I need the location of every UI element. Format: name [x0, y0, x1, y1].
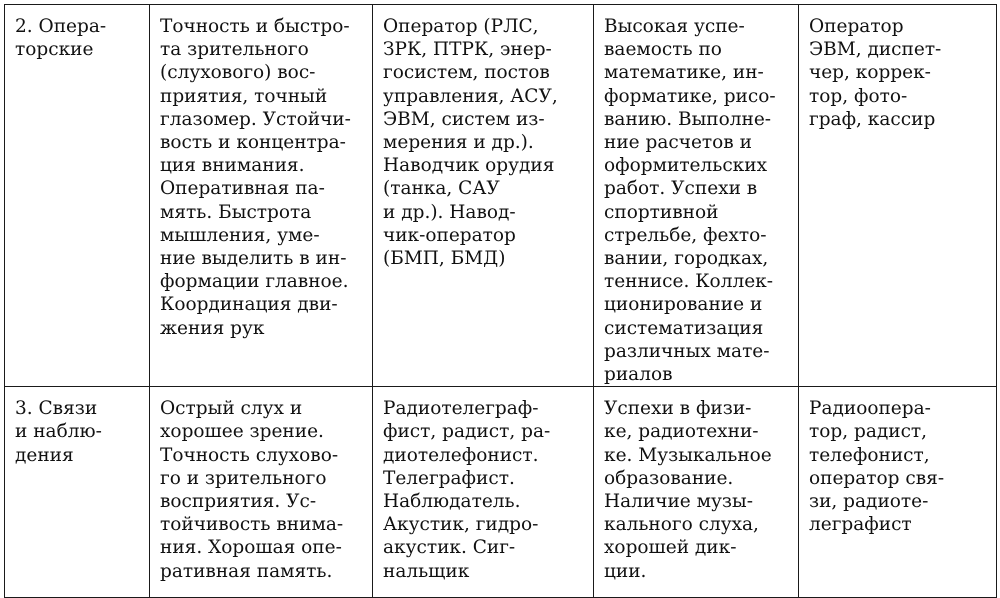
table-cell-civil-professions	[799, 5, 997, 387]
cell-text-line: мять. Быстрота	[160, 201, 312, 223]
cell-text-line: глазомер. Устойчи-	[160, 108, 351, 130]
cell-text-line: нальщик	[383, 560, 470, 582]
cell-text-line: Точность и быстро-	[160, 16, 350, 37]
cell-text-line: ке. Музыкальное	[604, 444, 772, 466]
cell-text-line: 2. Опера-	[15, 16, 107, 37]
cell-text-line: формации главное.	[160, 271, 349, 293]
cell-text-line: (БМП, БМД)	[383, 248, 506, 270]
cell-text-line: хорошее зрение.	[160, 421, 324, 443]
cell-text-line: приятия, точный	[160, 85, 328, 107]
cell-text-line: математике, ин-	[604, 62, 764, 84]
cell-text-line: чер, коррек-	[809, 62, 931, 84]
cell-text-line: Наблюдатель.	[383, 491, 521, 513]
cell-text-line: кального слуха,	[604, 514, 759, 536]
cell-text-line: Оперативная па-	[160, 178, 325, 200]
table-row	[5, 387, 997, 598]
cell-text-line: акустик. Сиг-	[383, 537, 516, 559]
table-cell-qualities	[150, 5, 373, 387]
cell-text-line: ваемость по	[604, 39, 722, 61]
cell-text-line: Радиотелеграф-	[383, 398, 539, 420]
cell-text-line: ЭВМ, систем из-	[383, 108, 545, 130]
cell-text-line: тор, радист,	[809, 421, 928, 443]
cell-text-line: жения рук	[160, 317, 265, 339]
table-cell-civil-professions	[799, 387, 997, 598]
cell-text-line: диотелефонист.	[383, 444, 539, 466]
table-row	[5, 5, 997, 387]
cell-text-line: ративная память.	[160, 560, 333, 582]
cell-text-line: леграфист	[809, 514, 912, 536]
cell-text-line: Наводчик орудия	[383, 155, 555, 177]
cell-text-line: восприятия. Ус-	[160, 491, 317, 513]
table-cell-specialties	[373, 5, 594, 387]
cell-text-line: вость и концентра-	[160, 132, 346, 154]
cell-text-line: ния. Хорошая опе-	[160, 537, 342, 559]
cell-text-line: Высокая успе-	[604, 16, 745, 37]
cell-text-line: хорошей дик-	[604, 537, 737, 559]
cell-text-line: ционирование и	[604, 294, 763, 316]
cell-text-line: ке, радиотехни-	[604, 421, 759, 443]
table-cell-qualities	[150, 387, 373, 598]
cell-text-line: го и зрительного	[160, 467, 327, 489]
cell-text-line: торские	[15, 39, 94, 61]
cell-text-line: Радиоопера-	[809, 398, 931, 420]
cell-text-line: (слухового) вос-	[160, 62, 316, 84]
table-cell-group	[5, 5, 150, 387]
cell-text-line: мышления, уме-	[160, 224, 320, 246]
cell-text-line: систематизация	[604, 317, 764, 339]
table-cell-specialties	[373, 387, 594, 598]
cell-text-line: фист, радист, ра-	[383, 421, 551, 443]
cell-text-line: теннисе. Коллек-	[604, 271, 773, 293]
cell-text-line: Оператор	[809, 16, 904, 37]
cell-text-line: спортивной	[604, 201, 719, 223]
cell-text-line: (танка, САУ	[383, 178, 500, 200]
cell-text-line: работ. Успехи в	[604, 178, 758, 200]
cell-text-line: и др.). Навод-	[383, 201, 516, 223]
cell-text-line: дения	[15, 444, 74, 466]
cell-text-line: Острый слух и	[160, 398, 303, 420]
cell-text-line: Телеграфист.	[383, 467, 515, 489]
cell-text-line: тойчивость внима-	[160, 514, 344, 536]
cell-text-line: 3. Связи	[15, 398, 98, 420]
cell-text-line: тор, фото-	[809, 85, 908, 107]
cell-text-line: граф, кассир	[809, 108, 936, 130]
cell-text-line: чик-оператор	[383, 224, 516, 246]
cell-text-line: ция внимания.	[160, 155, 305, 177]
cell-text-line: мерения и др.).	[383, 132, 534, 154]
cell-text-line: ние расчетов и	[604, 132, 752, 154]
cell-text-line: вании, городках,	[604, 248, 769, 270]
cell-text-line: форматике, рисо-	[604, 85, 776, 107]
cell-text-line: та зрительного	[160, 39, 309, 61]
cell-text-line: ЭВМ, диспет-	[809, 39, 942, 61]
cell-text-line: ванию. Выполне-	[604, 108, 772, 130]
cell-text-line: управления, АСУ,	[383, 85, 558, 107]
table-cell-achievements	[594, 387, 799, 598]
cell-text-line: Успехи в физи-	[604, 398, 752, 420]
cell-text-line: Акустик, гидро-	[383, 514, 539, 536]
cell-text-line: ции.	[604, 560, 647, 582]
cell-text-line: различных мате-	[604, 340, 770, 362]
cell-text-line: Координация дви-	[160, 294, 338, 316]
cell-text-line: Оператор (РЛС,	[383, 16, 539, 37]
cell-text-line: зи, радиоте-	[809, 491, 929, 513]
table-cell-achievements	[594, 5, 799, 387]
cell-text-line: Точность слухово-	[160, 444, 339, 466]
cell-text-line: телефонист,	[809, 444, 930, 466]
cell-text-line: риалов	[604, 364, 673, 386]
cell-text-line: ЗРК, ПТРК, энер-	[383, 39, 552, 61]
cell-text-line: и наблю-	[15, 421, 102, 443]
cell-text-line: госистем, постов	[383, 62, 550, 84]
cell-text-line: образование.	[604, 467, 734, 489]
cell-text-line: ние выделить в ин-	[160, 248, 347, 270]
table-cell-group	[5, 387, 150, 598]
profession-table	[4, 4, 997, 598]
cell-text-line: оператор свя-	[809, 467, 945, 489]
cell-text-line: Наличие музы-	[604, 491, 753, 513]
cell-text-line: стрельбе, фехто-	[604, 224, 767, 246]
cell-text-line: оформительских	[604, 155, 768, 177]
